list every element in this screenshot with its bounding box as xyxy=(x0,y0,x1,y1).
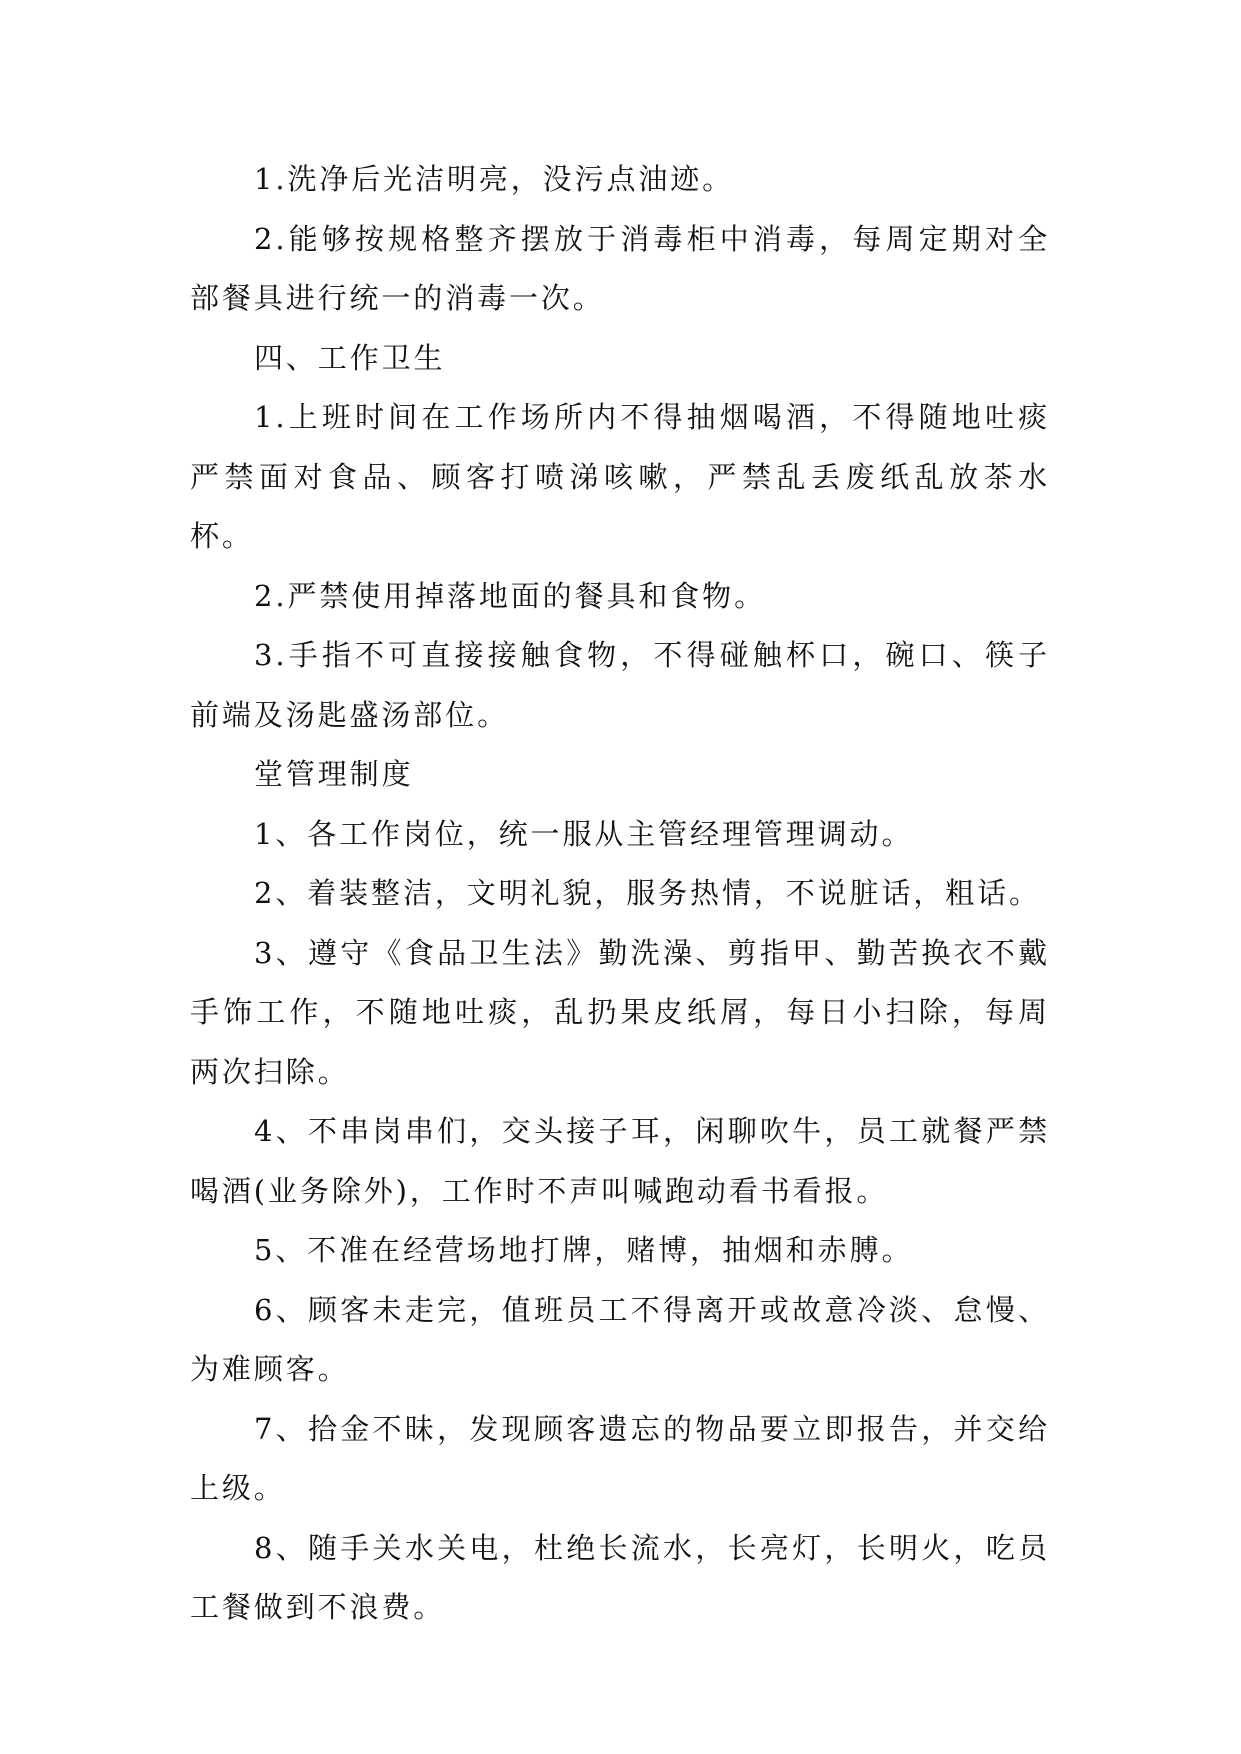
paragraph-tableware-disinfect: 2.能够按规格整齐摆放于消毒柜中消毒，每周定期对全部餐具进行统一的消毒一次。 xyxy=(190,221,1050,315)
rule-item-1: 1、各工作岗位，统一服从主管经理管理调动。 xyxy=(254,816,914,851)
rule-item-5: 5、不准在经营场地打牌，赌博，抽烟和赤膊。 xyxy=(254,1233,914,1267)
rule-item-2: 2、着装整洁，文明礼貌，服务热情，不说脏话，粗话。 xyxy=(254,876,1041,910)
paragraph-dropped-items: 2.严禁使用掉落地面的餐具和食物。 xyxy=(254,578,766,613)
rule-item-7: 7、拾金不昧，发现顾客遗忘的物品要立即报告，并交给上级。 xyxy=(190,1411,1050,1505)
section-heading-work-hygiene: 四、工作卫生 xyxy=(254,340,446,375)
rule-item-8: 8、随手关水关电，杜绝长流水，长亮灯，长明火，吃员工餐做到不浪费。 xyxy=(190,1530,1050,1624)
paragraph-no-direct-touch: 3.手指不可直接接触食物，不得碰触杯口，碗口、筷子前端及汤匙盛汤部位。 xyxy=(190,638,1050,732)
rule-item-4: 4、不串岗串们，交头接子耳，闲聊吹牛，员工就餐严禁喝酒(业务除外)，工作时不声叫喊跑动看书看报。 xyxy=(190,1114,1050,1208)
paragraph-tableware-clean: 1.洗净后光洁明亮，没污点油迹。 xyxy=(254,162,735,196)
rule-item-3: 3、遵守《食品卫生法》勤洗澡、剪指甲、勤苦换衣不戴手饰工作，不随地吐痰，乱扔果皮纸屑，每日小扫除，每周两次扫除。 xyxy=(190,935,1050,1089)
section-heading-hall-rules: 堂管理制度 xyxy=(254,757,414,791)
document-page xyxy=(190,150,1050,1638)
paragraph-no-smoking: 1.上班时间在工作场所内不得抽烟喝酒，不得随地吐痰严禁面对食品、顾客打喷涕咳嗽，严禁乱丢废纸乱放茶水杯。 xyxy=(190,400,1050,553)
rule-item-6: 6、顾客未走完，值班员工不得离开或故意冷淡、怠慢、为难顾客。 xyxy=(190,1292,1050,1386)
